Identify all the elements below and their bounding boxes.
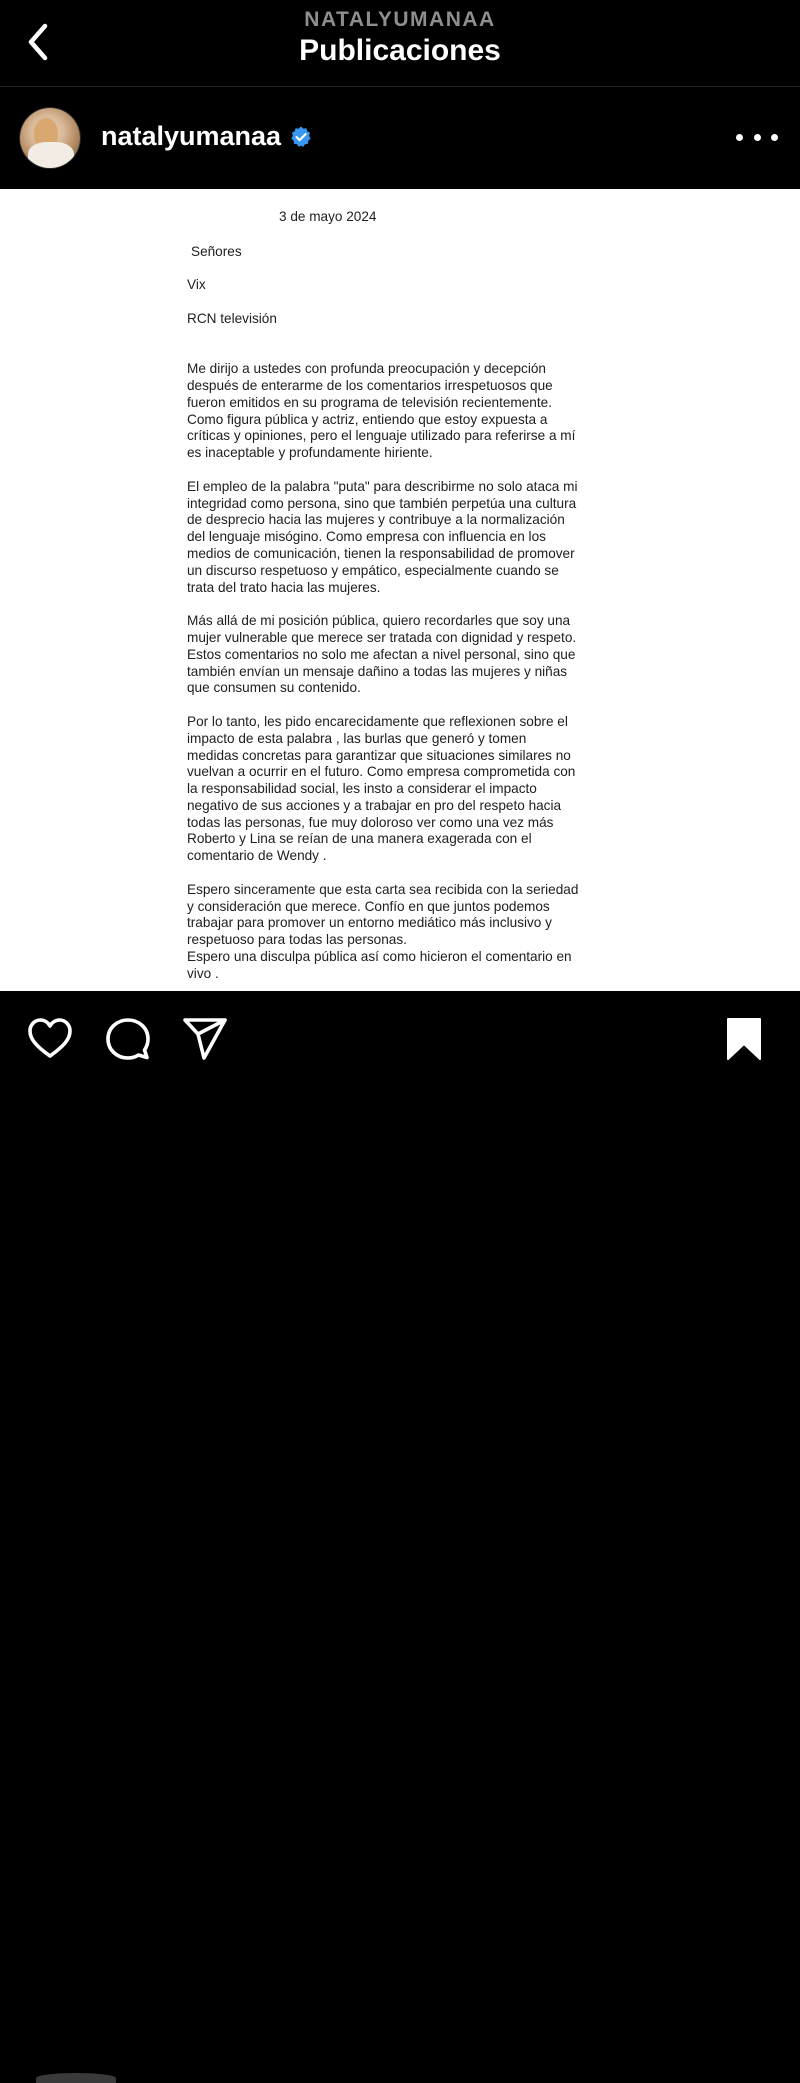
post-header [0, 87, 800, 189]
letter-line: fueron emitidos en su programa de televisión recientemente. [187, 394, 552, 410]
letter-paragraph [187, 361, 617, 462]
paper-plane-icon [181, 1015, 229, 1063]
letter-paragraph [187, 714, 617, 865]
page-title: Publicaciones [299, 34, 501, 67]
letter-line: que consumen su contenido. [187, 680, 361, 696]
more-options-dot [754, 134, 761, 141]
letter-date: 3 de mayo 2024 [279, 209, 377, 224]
letter-line: Más allá de mi posición pública, quiero recordarles que soy una [187, 613, 571, 629]
addressee-line: Señores [191, 243, 242, 259]
addressee-line: RCN televisión [187, 310, 277, 326]
letter-line: vivo . [187, 965, 219, 981]
letter-line: es inaceptable y profundamente hiriente. [187, 445, 433, 461]
letter-line: todas las personas, fue muy doloroso ver como una vez más [187, 814, 554, 830]
heart-icon [26, 1015, 74, 1063]
letter-paragraphs [187, 361, 617, 982]
like-button[interactable] [26, 1015, 74, 1063]
more-options-button[interactable] [736, 125, 778, 149]
letter-line: Como figura pública y actriz, entiendo que estoy expuesta a [187, 411, 548, 427]
letter-line: Me dirijo a ustedes con profunda preocupación y decepción [187, 361, 546, 377]
letter-line: del lenguaje misógino. Como empresa con influencia en los [187, 529, 546, 545]
letter-paragraph [187, 479, 617, 597]
letter-line: críticas y opiniones, pero el lenguaje utilizado para referirse a mí [187, 428, 576, 444]
comment-button[interactable] [104, 1015, 152, 1063]
letter-line: un discurso respetuoso y empático, especialmente cuando se [187, 562, 559, 578]
liked-by-avatars [36, 2073, 116, 2083]
letter-line: después de enterarme de los comentarios irrespetuosos que [187, 377, 553, 393]
letter-line: también envían un mensaje dañino a todas las mujeres y niñas [187, 663, 568, 679]
verified-badge-icon [289, 125, 313, 149]
top-navigation-bar [0, 0, 800, 87]
more-options-dot [771, 134, 778, 141]
post-image-letter[interactable] [0, 189, 800, 991]
letter-paragraph [187, 613, 617, 697]
save-button[interactable] [720, 1015, 768, 1063]
letter-addressees [187, 227, 617, 345]
letter-line: Espero sinceramente que esta carta sea recibida con la seriedad [187, 881, 579, 897]
letter-line: Por lo tanto, les pido encarecidamente que reflexionen sobre el [187, 713, 568, 729]
letter-line: Estos comentarios no solo me afectan a nivel personal, sino que [187, 646, 576, 662]
letter-line: Roberto y Lina se reían de una manera exagerada con el [187, 831, 532, 847]
letter-line: y consideración que merece. Confío en que juntos podemos [187, 898, 550, 914]
letter-line: impacto de esta palabra , las burlas que generó y tomen [187, 730, 527, 746]
letter-line: El empleo de la palabra "puta" para describirme no solo ataca mi [187, 478, 578, 494]
bookmark-icon [720, 1015, 768, 1063]
letter-line: integridad como persona, sino que también perpetúa una cultura [187, 495, 577, 511]
letter-line: de desprecio hacia las mujeres y contribuye a la normalización [187, 512, 565, 528]
letter-line: trabajar para promover un entorno mediático más inclusivo y [187, 915, 552, 931]
letter-line: negativo de sus acciones y a trabajar en pro del respeto hacia [187, 797, 562, 813]
post-username[interactable]: natalyumanaa [101, 121, 282, 151]
post-action-bar [0, 991, 800, 1087]
letter-line: Espero una disculpa pública así como hicieron el comentario en [187, 949, 572, 965]
letter-line: vuelvan a ocurrir en el futuro. Como empresa comprometida con [187, 764, 576, 780]
letter-line: la responsabilidad social, les insto a considerar el impacto [187, 781, 537, 797]
letter-line: medidas concretas para garantizar que situaciones similares no [187, 747, 571, 763]
nav-account-name: NATALYUMANAA [304, 8, 496, 31]
avatar[interactable] [20, 108, 80, 168]
letter-line: respetuoso para todas las personas. [187, 932, 407, 948]
share-button[interactable] [181, 1015, 229, 1063]
addressee-line: Vix [187, 277, 206, 293]
letter-line: medios de comunicación, tienen la responsabilidad de promover [187, 545, 575, 561]
letter-line: mujer vulnerable que merece ser tratada con dignidad y respeto. [187, 629, 577, 645]
letter-paragraph [187, 882, 617, 983]
letter-line: comentario de Wendy . [187, 848, 327, 864]
comment-bubble-icon [104, 1015, 152, 1063]
more-options-icon [736, 134, 743, 141]
letter-line: trata del trato hacia las mujeres. [187, 579, 381, 595]
letter-body [187, 209, 617, 1033]
